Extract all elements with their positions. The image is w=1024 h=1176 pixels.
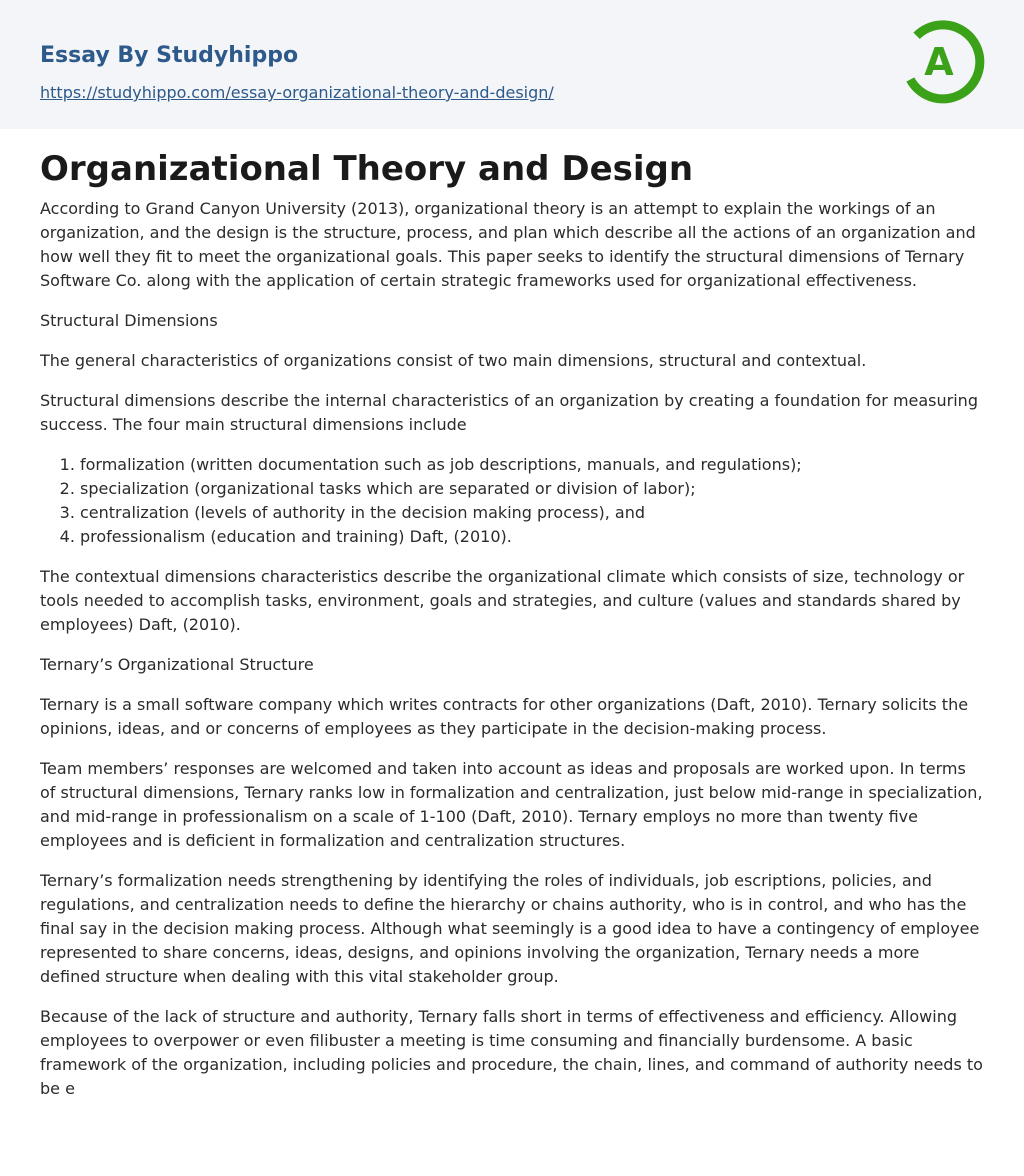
list-item: 4. professionalism (education and training) Daft, (2010). <box>80 525 984 549</box>
list-item: 1. formalization (written documentation such as job descriptions, manuals, and regulations); <box>80 453 984 477</box>
list-item: 2. specialization (organizational tasks which are separated or division of labor); <box>80 477 984 501</box>
paragraph: Team members’ responses are welcomed and taken into account as ideas and proposals are worked upon. In terms of structural dimensions, Ternary ranks low in formalization and centralization, just below mid-range in specialization, and mid-range in professionalism on a scale of 1-100 (Daft, 2010). Ternary employs no more than twenty five employees and is deficient in formalization and centralization structures. <box>40 759 983 850</box>
essay-url-link[interactable]: https://studyhippo.com/essay-organizational-theory-and-design/ <box>40 83 554 102</box>
logo-letter: A <box>924 40 954 84</box>
intro-paragraph: According to Grand Canyon University (2013), organizational theory is an attempt to explain the workings of an organization, and the design is the structure, process, and plan which describe all the actions of an organization and how well they fit to meet the organizational goals. This paper seeks to identify the structural dimensions of Ternary Software Co. along with the application of certain strategic frameworks used for organizational effectiveness. <box>40 199 976 290</box>
section-heading-structural-dimensions: Structural Dimensions <box>40 311 218 330</box>
site-brand[interactable]: Essay By Studyhippo <box>40 43 299 68</box>
paragraph: Structural dimensions describe the internal characteristics of an organization by creating a foundation for measuring success. The four main structural dimensions include <box>40 391 978 434</box>
structural-dimensions-list <box>40 453 984 549</box>
paragraph: Ternary’s formalization needs strengthening by identifying the roles of individuals, job escriptions, policies, and regulations, and centralization needs to define the hierarchy or chains authority, who is in control, and who has the final say in the decision making process. Although what seemingly is a good idea to have a contingency of employee represented to share concerns, ideas, designs, and opinions involving the organization, Ternary needs a more defined structure when dealing with this vital stakeholder group. <box>40 871 980 986</box>
paragraph: The general characteristics of organizations consist of two main dimensions, structural and contextual. <box>40 351 867 370</box>
article-body <box>0 147 1024 1101</box>
site-logo-icon[interactable] <box>900 19 986 105</box>
list-item: 3. centralization (levels of authority in the decision making process), and <box>80 501 984 525</box>
paragraph: Ternary is a small software company which writes contracts for other organizations (Daft, 2010). Ternary solicits the opinions, ideas, and or concerns of employees as they participate in the decision-making process. <box>40 695 969 738</box>
paragraph: The contextual dimensions characteristics describe the organizational climate which consists of size, technology or tools needed to accomplish tasks, environment, goals and strategies, and culture (values and standards shared by employees) Daft, (2010). <box>40 567 965 634</box>
section-heading-organizational-structure: Ternary’s Organizational Structure <box>40 655 314 674</box>
paragraph: Because of the lack of structure and authority, Ternary falls short in terms of effectiveness and efficiency. Allowing employees to overpower or even filibuster a meeting is time consuming and financially burdensome. A basic framework of the organization, including policies and procedure, the chain, lines, and command of authority needs to be e <box>40 1007 983 1098</box>
page-header <box>0 0 1024 129</box>
article-title: Organizational Theory and Design <box>40 149 694 189</box>
